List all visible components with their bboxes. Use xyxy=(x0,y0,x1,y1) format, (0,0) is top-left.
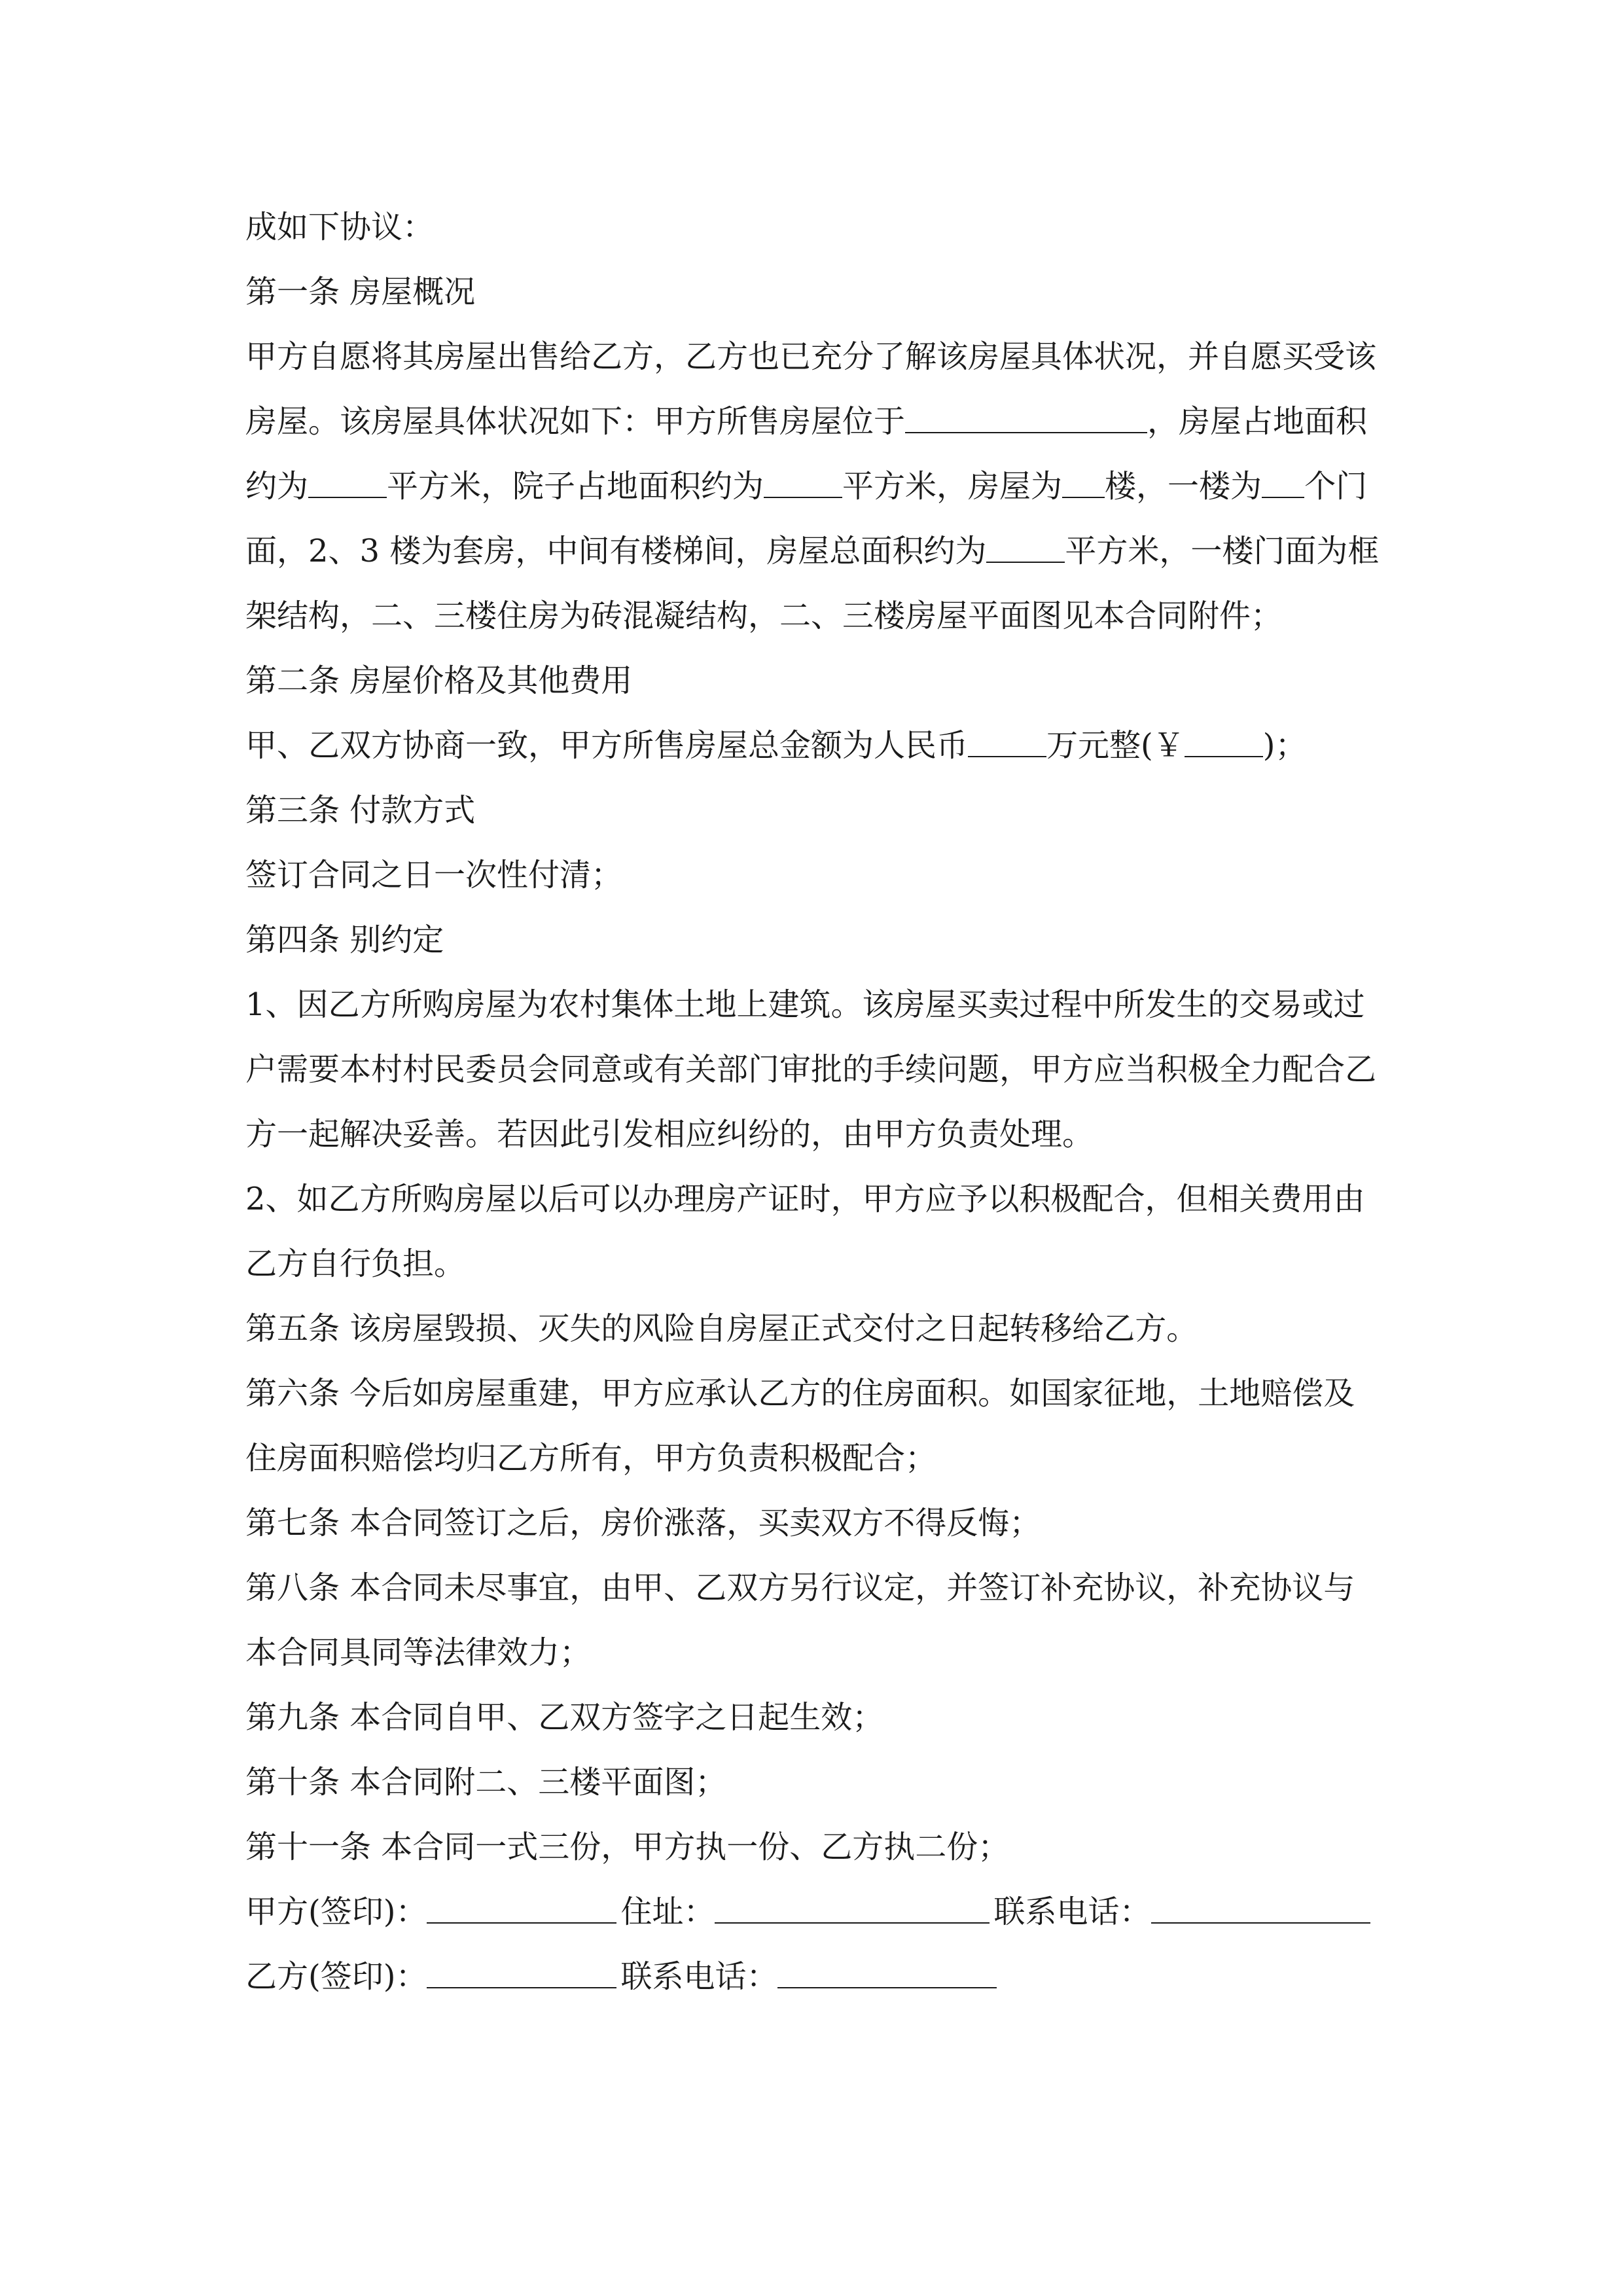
land-area-blank xyxy=(308,463,387,498)
party-b-signature-blank xyxy=(427,1953,616,1988)
article-3-body: 签订合同之日一次性付清； xyxy=(245,857,623,893)
total-area-blank xyxy=(986,528,1065,563)
house-location-blank xyxy=(905,398,1147,433)
article-1-text-f: 个门面，2、3 楼为套房，中间有楼梯间，房屋总面积约为 xyxy=(245,468,1368,569)
party-a-signature-blank xyxy=(427,1888,616,1924)
party-b-signature-row xyxy=(245,1945,1384,2009)
floors-blank xyxy=(1062,463,1105,498)
party-a-signature-row xyxy=(245,1880,1384,1945)
article-1-text-a: 甲方自愿将其房屋出售给乙方，乙方也已充分了解该房屋具体状况，并自愿买受该房屋。该房屋具体状况如下：甲方所售房屋位于 xyxy=(245,338,1377,440)
contract-body xyxy=(245,195,1384,2009)
article-6: 第六条 今后如房屋重建，甲方应承认乙方的住房面积。如国家征地，土地赔偿及住房面积赔偿均归乙方所有，甲方负责积极配合； xyxy=(245,1375,1355,1477)
article-1-body xyxy=(245,325,1384,649)
article-4-clause-1: 1、因乙方所购房屋为农村集体土地上建筑。该房屋买卖过程中所发生的交易或过户需要本村村民委员会同意或有关部门审批的手续问题，甲方应当积极全力配合乙方一起解决妥善。若因此引发相应纠纷的，由甲方负责处理。 xyxy=(245,986,1377,1153)
yard-area-blank xyxy=(764,463,842,498)
address-label: 住址： xyxy=(620,1893,715,1930)
party-a-label: 甲方(签印)： xyxy=(245,1893,427,1930)
article-3-heading: 第三条 付款方式 xyxy=(245,792,476,829)
article-2-heading: 第二条 房屋价格及其他费用 xyxy=(245,662,633,699)
address-blank xyxy=(715,1888,990,1924)
party-b-phone-blank xyxy=(777,1953,997,1988)
price-figure-blank xyxy=(1185,722,1263,757)
party-b-phone-label: 联系电话： xyxy=(620,1958,778,1995)
storefront-count-blank xyxy=(1262,463,1304,498)
article-5: 第五条 该房屋毁损、灭失的风险自房屋正式交付之日起转移给乙方。 xyxy=(245,1310,1198,1347)
article-10: 第十条 本合同附二、三楼平面图； xyxy=(245,1764,727,1801)
article-2-text-a: 甲、乙双方协商一致，甲方所售房屋总金额为人民币 xyxy=(245,727,969,764)
article-9: 第九条 本合同自甲、乙双方签字之日起生效； xyxy=(245,1699,884,1736)
article-2-body xyxy=(245,713,1384,778)
article-1-text-c: 平方米，院子占地面积约为 xyxy=(387,468,764,505)
article-1-text-e: 楼，一楼为 xyxy=(1105,468,1262,505)
article-4-heading: 第四条 别约定 xyxy=(245,922,444,958)
price-words-blank xyxy=(968,722,1046,757)
article-1-heading: 第一条 房屋概况 xyxy=(245,274,476,310)
article-1-text-b: ，房屋占地面积约为 xyxy=(245,403,1368,505)
article-2-text-b: 万元整(￥ xyxy=(1046,727,1185,764)
article-2-text-c: )； xyxy=(1262,727,1307,764)
article-4-clause-2: 2、如乙方所购房屋以后可以办理房产证时，甲方应予以积极配合，但相关费用由乙方自行负担。 xyxy=(245,1181,1365,1282)
article-7: 第七条 本合同签订之后，房价涨落，买卖双方不得反悔； xyxy=(245,1505,1041,1541)
party-a-phone-label: 联系电话： xyxy=(993,1893,1151,1930)
intro-line: 成如下协议： xyxy=(245,209,435,245)
article-1-text-d: 平方米，房屋为 xyxy=(842,468,1063,505)
article-1-text-g: 平方米，一楼门面为框架结构，二、三楼住房为砖混凝结构，二、三楼房屋平面图见本合同附件； xyxy=(245,533,1380,634)
party-b-label: 乙方(签印)： xyxy=(245,1958,427,1995)
party-a-phone-blank xyxy=(1151,1888,1370,1924)
article-8: 第八条 本合同未尽事宜，由甲、乙双方另行议定，并签订补充协议，补充协议与本合同具同等法律效力； xyxy=(245,1570,1355,1671)
article-11: 第十一条 本合同一式三份，甲方执一份、乙方执二份； xyxy=(245,1829,1010,1865)
